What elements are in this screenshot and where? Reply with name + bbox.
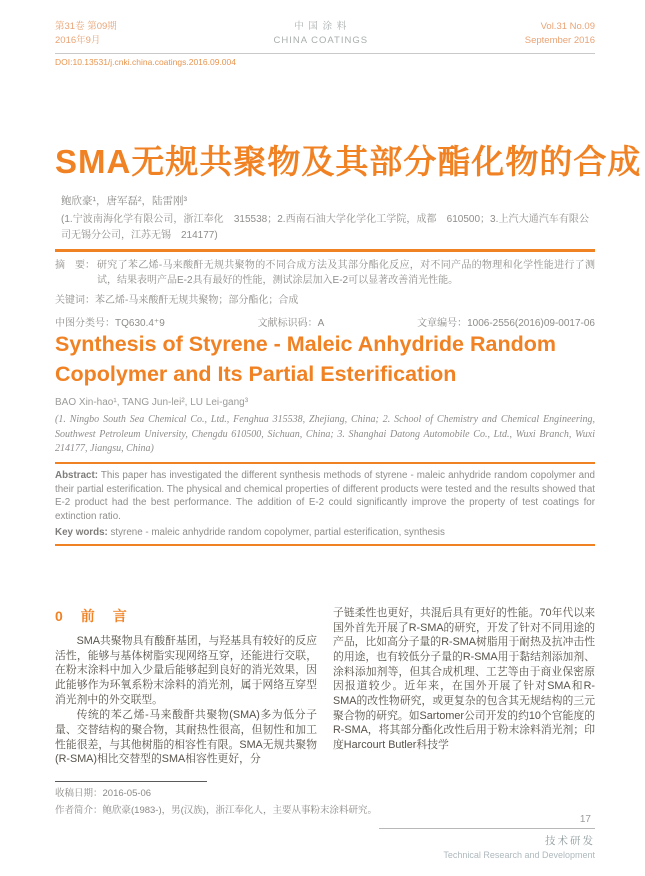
body-paragraph: 传统的苯乙烯-马来酸酐共聚物(SMA)多为低分子量、交替结构的聚合物，其耐热性很高，但韧性和加工性能很差，与其他树脂的相容性有限。SMA无规共聚物(R-SMA)相比交替型的SMA相容性更好，分 [55,709,317,766]
abstract-cn-text: 研究了苯乙烯-马来酸酐无规共聚物的不同合成方法及其部分酯化反应，对不同产品的物理和化学性能进行了测试，结果表明产品E-2具有最好的性能，测试涂层加入E-2可以显著改善消光性能。 [97,260,595,286]
authors-en: BAO Xin-hao¹, TANG Jun-lei², LU Lei-gang³ [55,397,249,409]
classification-row [55,314,595,329]
article-title-cn: SMA无规共聚物及其部分酯化物的合成 [55,143,642,180]
document-code [258,314,325,329]
body-paragraph: SMA共聚物具有酸酐基团，与羟基具有较好的反应活性，能够与基体树脂实现网络互穿，还能进行交联，在粉末涂料中加入少量后能够起到良好的消光效果，因此能够作为环氧系粉末涂料的消光剂，属于网络互穿型消光剂中的外交联型。 [55,635,317,706]
volume-issue-cn: 第31卷 第09期 [55,21,117,32]
column-name-cn: 技术研发 [545,835,595,847]
date-en: September 2016 [524,35,595,47]
orange-divider [55,544,595,546]
article-title-en: Synthesis of Styrene - Maleic Anhydride Random Copolymer and Its Partial Esterification [55,332,556,386]
journal-name-en: CHINA COATINGS [273,35,369,47]
page-number: 17 [579,814,591,825]
section-heading-0: 0 前 言 [55,608,129,624]
footnote-block [55,781,595,816]
affiliation-en: (1. Ningbo South Sea Chemical Co., Ltd., Fenghua 315538, Zhejiang, China; 2. School of Chemistry and Chemical Engineering, Southwest Petroleum University, Chengdu 610500, Sichuan, China; 3. Shanghai Datong Automobile Co., Ltd., Wuxi Branch, Wuxi 214177, Jiangsu, China) [55,414,595,454]
date-cn: 2016年9月 [55,35,101,47]
page-footer [379,814,595,860]
article-number-value: 1006-2556(2016)09-0017-06 [467,318,595,329]
keywords-en-label: Key words: [55,526,108,538]
keywords-cn [55,291,595,306]
right-column [333,606,595,767]
abstract-en-label: Abstract: [55,469,99,481]
column-name-en: Technical Research and Development [443,850,595,860]
chinese-meta-block [55,193,595,329]
orange-divider [55,249,595,252]
abstract-en-text: This paper has investigated the different synthesis methods of styrene - maleic anhydride random copolymer and their partial esterification. The physical and chemical properties of different products were tested and the results showed that E-2 product had the best performance. The addition of E-2 could significantly improve the property of test coatings for extinction ratio. [55,469,595,522]
article-number-label: 文章编号： [417,318,468,329]
clc-number [55,314,165,329]
document-code-label: 文献标识码： [257,318,318,329]
journal-name-cn: 中 国 涂 料 [294,21,348,32]
author-bio: 作者简介：鲍欣豪(1983-)，男(汉族)，浙江奉化人，主要从事粉末涂料研究。 [55,805,377,816]
footer-divider [379,828,595,829]
keywords-cn-text: 苯乙烯-马来酸酐无规共聚物；部分酯化；合成 [95,295,299,306]
orange-divider [55,462,595,464]
document-code-value: A [317,318,325,329]
clc-label: 中图分类号： [55,318,115,329]
received-date: 收稿日期：2016-05-06 [55,788,152,799]
keywords-en-text: styrene - maleic anhydride random copolymer, partial esterification, synthesis [107,526,445,538]
affiliation-cn: (1.宁波南海化学有限公司，浙江奉化 315538；2.西南石油大学化学化工学院，成都 610500；3.上汽大通汽车有限公司无锡分公司，江苏无锡 214177) [61,214,589,241]
footnote-separator [55,781,207,782]
keywords-en [55,527,595,538]
masthead-volume-en [525,20,595,49]
abstract-en [55,469,595,524]
masthead-journal-name [273,20,368,49]
journal-masthead [55,20,595,54]
article-number [417,314,595,329]
body-columns [55,606,595,767]
masthead-volume-issue [55,20,117,49]
left-column [55,606,317,767]
clc-value: TQ630.4⁺9 [115,318,165,329]
body-paragraph: 子链柔性也更好，共混后具有更好的性能。70年代以来国外首先开展了R-SMA的研究，开发了针对不同用途的产品，比如高分子量的R-SMA树脂用于耐热及抗冲击性的用途，也有较低分子量的R-SMA用于黏结剂添加剂、涂料添加剂等，但其合成机理、工艺等由于商业保密原因报道较少。近年来，在国外开展了针对SMA和R-SMA的改性物研究，或更复杂的包含其无规结构的三元聚合物的研究。如Sartomer公司开发的约10个官能度的R-SMA，将其部分酯化改性后用于粉末涂料消光剂；印度Harcourt Butler科技学 [333,607,595,752]
abstract-cn [55,258,595,288]
keywords-cn-label: 关键词： [55,295,95,306]
abstract-cn-label: 摘 要： [55,260,95,271]
authors-cn: 鲍欣豪¹，唐军磊²，陆雷刚³ [61,195,187,207]
volume-issue-en: Vol.31 No.09 [540,21,595,32]
english-meta-block [55,330,595,546]
page-header [55,20,595,67]
doi-line: DOI:10.13531/j.cnki.china.coatings.2016.09.004 [55,56,236,67]
